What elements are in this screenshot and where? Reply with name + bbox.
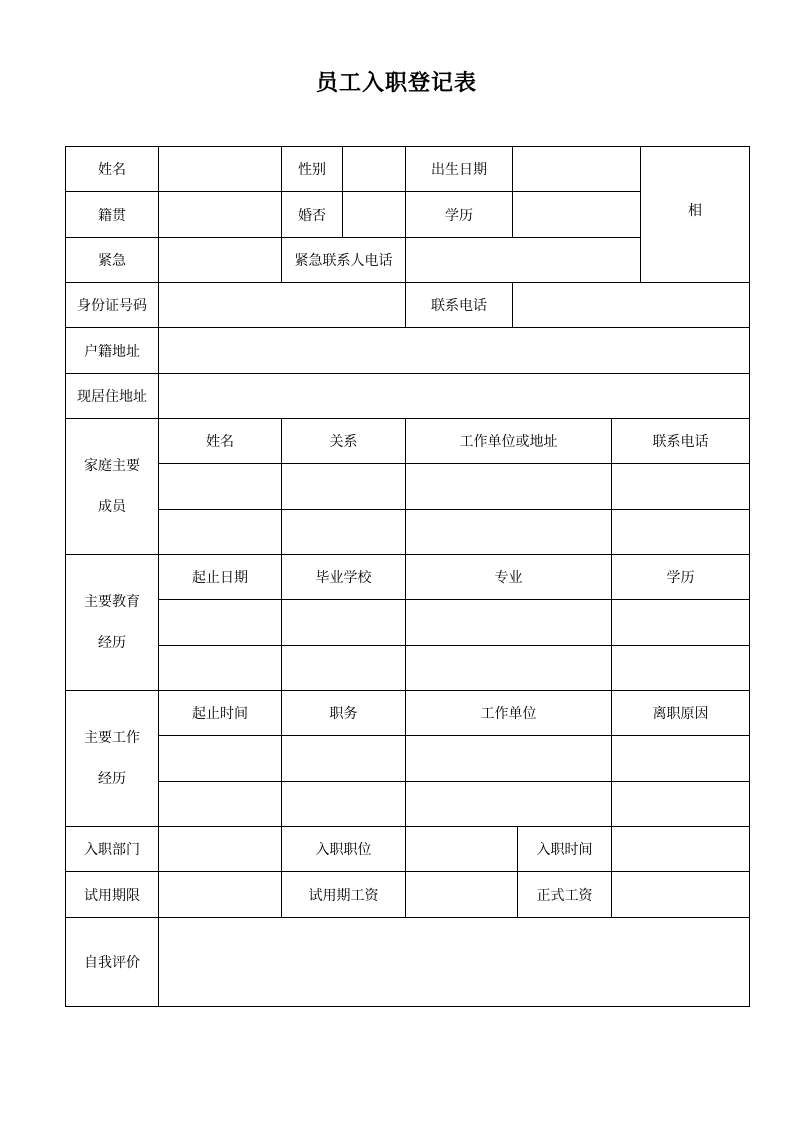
self-eval-label: 自我评价	[66, 918, 159, 1007]
probation-salary-label: 试用期工资	[282, 872, 406, 918]
edu-header-school: 毕业学校	[282, 555, 406, 600]
gender-label: 性别	[282, 147, 343, 192]
emergency-phone-label: 紧急联系人电话	[282, 238, 406, 283]
family-cell[interactable]	[406, 464, 612, 510]
gender-field[interactable]	[343, 147, 406, 192]
household-address-label: 户籍地址	[66, 328, 159, 374]
phone-label: 联系电话	[406, 283, 513, 328]
family-header-phone: 联系电话	[612, 419, 750, 464]
work-cell[interactable]	[159, 782, 282, 827]
work-cell[interactable]	[282, 736, 406, 782]
family-cell[interactable]	[282, 510, 406, 555]
hire-date-field[interactable]	[612, 827, 750, 872]
family-cell[interactable]	[612, 510, 750, 555]
household-address-field[interactable]	[159, 328, 750, 374]
family-label-line2: 成员	[98, 498, 126, 515]
work-label-line1: 主要工作	[84, 729, 140, 746]
education-cell[interactable]	[612, 600, 750, 646]
work-cell[interactable]	[406, 782, 612, 827]
department-label: 入职部门	[66, 827, 159, 872]
family-cell[interactable]	[406, 510, 612, 555]
self-eval-field[interactable]	[159, 918, 750, 1007]
department-field[interactable]	[159, 827, 282, 872]
education-label: 学历	[406, 192, 513, 238]
phone-field[interactable]	[513, 283, 750, 328]
hire-date-label: 入职时间	[518, 827, 612, 872]
work-cell[interactable]	[282, 782, 406, 827]
native-place-field[interactable]	[159, 192, 282, 238]
native-place-label: 籍贯	[66, 192, 159, 238]
emergency-phone-field[interactable]	[406, 238, 641, 283]
family-header-name: 姓名	[159, 419, 282, 464]
edu-header-dates: 起止日期	[159, 555, 282, 600]
emergency-field[interactable]	[159, 238, 282, 283]
edu-header-degree: 学历	[612, 555, 750, 600]
formal-salary-label: 正式工资	[518, 872, 612, 918]
photo-area[interactable]: 相	[641, 147, 750, 283]
current-address-label: 现居住地址	[66, 374, 159, 419]
family-cell[interactable]	[159, 510, 282, 555]
work-label-line2: 经历	[98, 770, 126, 787]
work-cell[interactable]	[406, 736, 612, 782]
family-header-work: 工作单位或地址	[406, 419, 612, 464]
birth-date-field[interactable]	[513, 147, 641, 192]
position-field[interactable]	[406, 827, 518, 872]
education-section-label	[66, 555, 159, 691]
id-number-label: 身份证号码	[66, 283, 159, 328]
education-cell[interactable]	[406, 646, 612, 691]
family-cell[interactable]	[612, 464, 750, 510]
education-cell[interactable]	[159, 646, 282, 691]
work-header-company: 工作单位	[406, 691, 612, 736]
id-number-field[interactable]	[159, 283, 406, 328]
probation-period-label: 试用期限	[66, 872, 159, 918]
work-cell[interactable]	[159, 736, 282, 782]
work-cell[interactable]	[612, 782, 750, 827]
education-cell[interactable]	[159, 600, 282, 646]
name-field[interactable]	[159, 147, 282, 192]
probation-salary-field[interactable]	[406, 872, 518, 918]
education-cell[interactable]	[406, 600, 612, 646]
marital-label: 婚否	[282, 192, 343, 238]
family-label-line1: 家庭主要	[84, 457, 140, 474]
education-field[interactable]	[513, 192, 641, 238]
work-section-label	[66, 691, 159, 827]
form-title: 员工入职登记表	[315, 71, 477, 96]
name-label: 姓名	[66, 147, 159, 192]
position-label: 入职职位	[282, 827, 406, 872]
work-cell[interactable]	[612, 736, 750, 782]
education-label-line2: 经历	[98, 634, 126, 651]
family-section-label	[66, 419, 159, 555]
work-header-title: 职务	[282, 691, 406, 736]
family-cell[interactable]	[282, 464, 406, 510]
work-header-reason: 离职原因	[612, 691, 750, 736]
emergency-label: 紧急	[66, 238, 159, 283]
formal-salary-field[interactable]	[612, 872, 750, 918]
birth-date-label: 出生日期	[406, 147, 513, 192]
family-cell[interactable]	[159, 464, 282, 510]
current-address-field[interactable]	[159, 374, 750, 419]
family-header-relation: 关系	[282, 419, 406, 464]
probation-period-field[interactable]	[159, 872, 282, 918]
registration-form	[65, 146, 750, 1007]
work-header-dates: 起止时间	[159, 691, 282, 736]
education-cell[interactable]	[612, 646, 750, 691]
marital-field[interactable]	[343, 192, 406, 238]
edu-header-major: 专业	[406, 555, 612, 600]
education-cell[interactable]	[282, 646, 406, 691]
education-label-line1: 主要教育	[84, 593, 140, 610]
education-cell[interactable]	[282, 600, 406, 646]
